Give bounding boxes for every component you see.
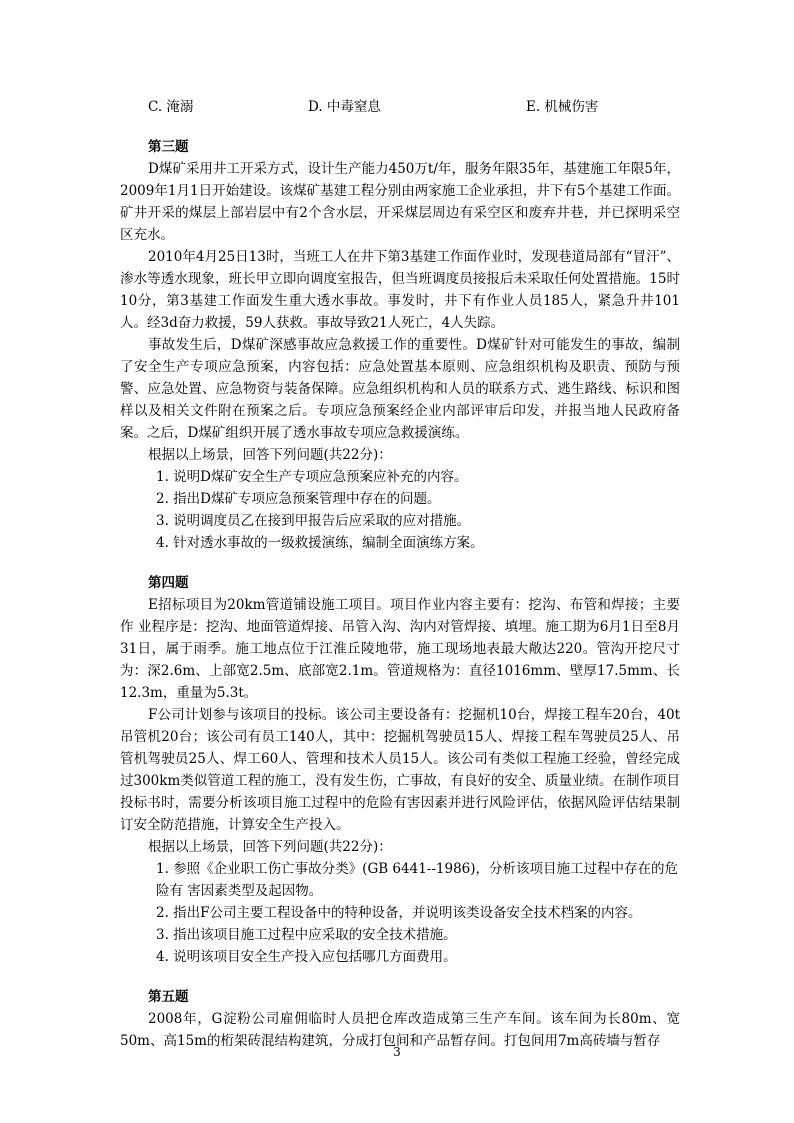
section-5-title: 第五题: [148, 989, 189, 1005]
choice-d: D. 中毒窒息: [308, 99, 381, 115]
section-4-question-4: 4. 说明该项目安全生产投入应包括哪几方面费用。: [156, 949, 457, 965]
section-4-paragraph-1: E招标项目为20km管道铺设施工项目。项目作业内容主要有：挖沟、布管和焊接；主要作 业程序是：挖沟、地面管道焊接、吊管入沟、沟内对管焊接、填埋。施工期为6月1日至8月31日，属于雨季。施工地点位于江淮丘陵地带，施工现场地表最大敞达220。管沟开挖尺寸为：深2.6m、上部宽2.5m、底部宽2.1m。管道规格为：直径1016mm、壁厚17.5mm、长12.3m，重量为5.3t。: [120, 597, 680, 701]
section-5-paragraph-1: 2008年，G淀粉公司雇佣临时人员把仓库改造成第三生产车间。该车间为长80m、宽50m、高15m的桁架砖混结构建筑，分成打包间和产品暂存间。打包间用7m高砖墙与暂存: [120, 1011, 680, 1049]
answer-choices: [148, 96, 680, 118]
section-3-question-intro: 根据以上场景，回答下列问题(共22分)：: [148, 447, 392, 463]
section-4-question-intro: 根据以上场景，回答下列问题(共22分)：: [148, 839, 392, 855]
page-number: 3: [393, 1045, 401, 1059]
section-4-question-2: 2. 指出F公司主要工程设备中的特种设备，并说明该类设备安全技术档案的内容。: [156, 905, 642, 921]
section-3-question-4: 4. 针对透水事故的一级救援演练，编制全面演练方案。: [156, 535, 484, 551]
section-3-question-1: 1. 说明D煤矿安全生产专项应急预案应补充的内容。: [156, 469, 468, 485]
section-4-question-3: 3. 指出该项目施工过程中应采取的安全技术措施。: [156, 927, 457, 943]
section-4-title: 第四题: [148, 575, 189, 591]
spacer: [120, 968, 680, 986]
section-3-question-2: 2. 指出D煤矿专项应急预案管理中存在的问题。: [156, 491, 441, 507]
spacer: [120, 554, 680, 572]
section-3-paragraph-2: 2010年4月25日13时，当班工人在井下第3基建工作面作业时，发现巷道局部有“冒汗”、渗水等透水现象，班长甲立即向调度室报告，但当班调度员接报后未采取任何处置措施。15时10分，第3基建工作面发生重大透水事故。事发时，井下有作业人员185人，紧急升井101人。经3d奋力救援，59人获救。事故导致21人死亡，4人失踪。: [120, 249, 680, 331]
page-content: [120, 96, 680, 1052]
section-4-paragraph-2: F公司计划参与该项目的投标。该公司主要设备有：挖掘机10台，焊接工程车20台，40t吊管机20台；该公司有员工140人，其中：挖掘机驾驶员15人、焊接工程车驾驶员25人、吊管机驾驶员25人、焊工60人、管理和技术人员15人。该公司有类似工程施工经验，曾经完成过300km类似管道工程的施工，没有发生伤，亡事故，有良好的安全、质量业绩。在制作项目投标书时，需要分析该项目施工过程中的危险有害因素并进行风险评估，依据风险评估结果制订安全防范措施，计算安全生产投入。: [120, 707, 680, 833]
section-3-paragraph-1: D煤矿采用井工开采方式，设计生产能力450万t/年，服务年限35年，基建施工年限5年， 2009年1月1日开始建设。该煤矿基建工程分别由两家施工企业承担，井下有5个基建工作面。矿井开采的煤层上部岩层中有2个含水层，开采煤层周边有采空区和废弃井巷，并已探明采空区充水。: [120, 161, 680, 243]
section-3-title: 第三题: [148, 139, 189, 155]
choice-c: C. 淹溺: [148, 99, 194, 115]
section-3-paragraph-3: 事故发生后，D煤矿深感事故应急救援工作的重要性。D煤矿针对可能发生的事故，编制了安全生产专项应急预案，内容包括：应急处置基本原则、应急组织机构及职责、预防与预警、应急处置、应急物资与装备保障。应急组织机构和人员的联系方式、逃生路线、标识和图样以及相关文件附在预案之后。专项应急预案经企业内部评审后印发，并报当地人民政府备案。之后，D煤矿组织开展了透水事故专项应急救援演练。: [120, 337, 680, 441]
section-4-question-1: 1. 参照《企业职工伤亡事故分类》(GB 6441--1986)，分析该项目施工过程中存在的危险有 害因素类型及起因物。: [156, 861, 679, 899]
section-3-question-3: 3. 说明调度员乙在接到甲报告后应采取的应对措施。: [156, 513, 471, 529]
choice-e: E. 机械伤害: [526, 99, 599, 115]
